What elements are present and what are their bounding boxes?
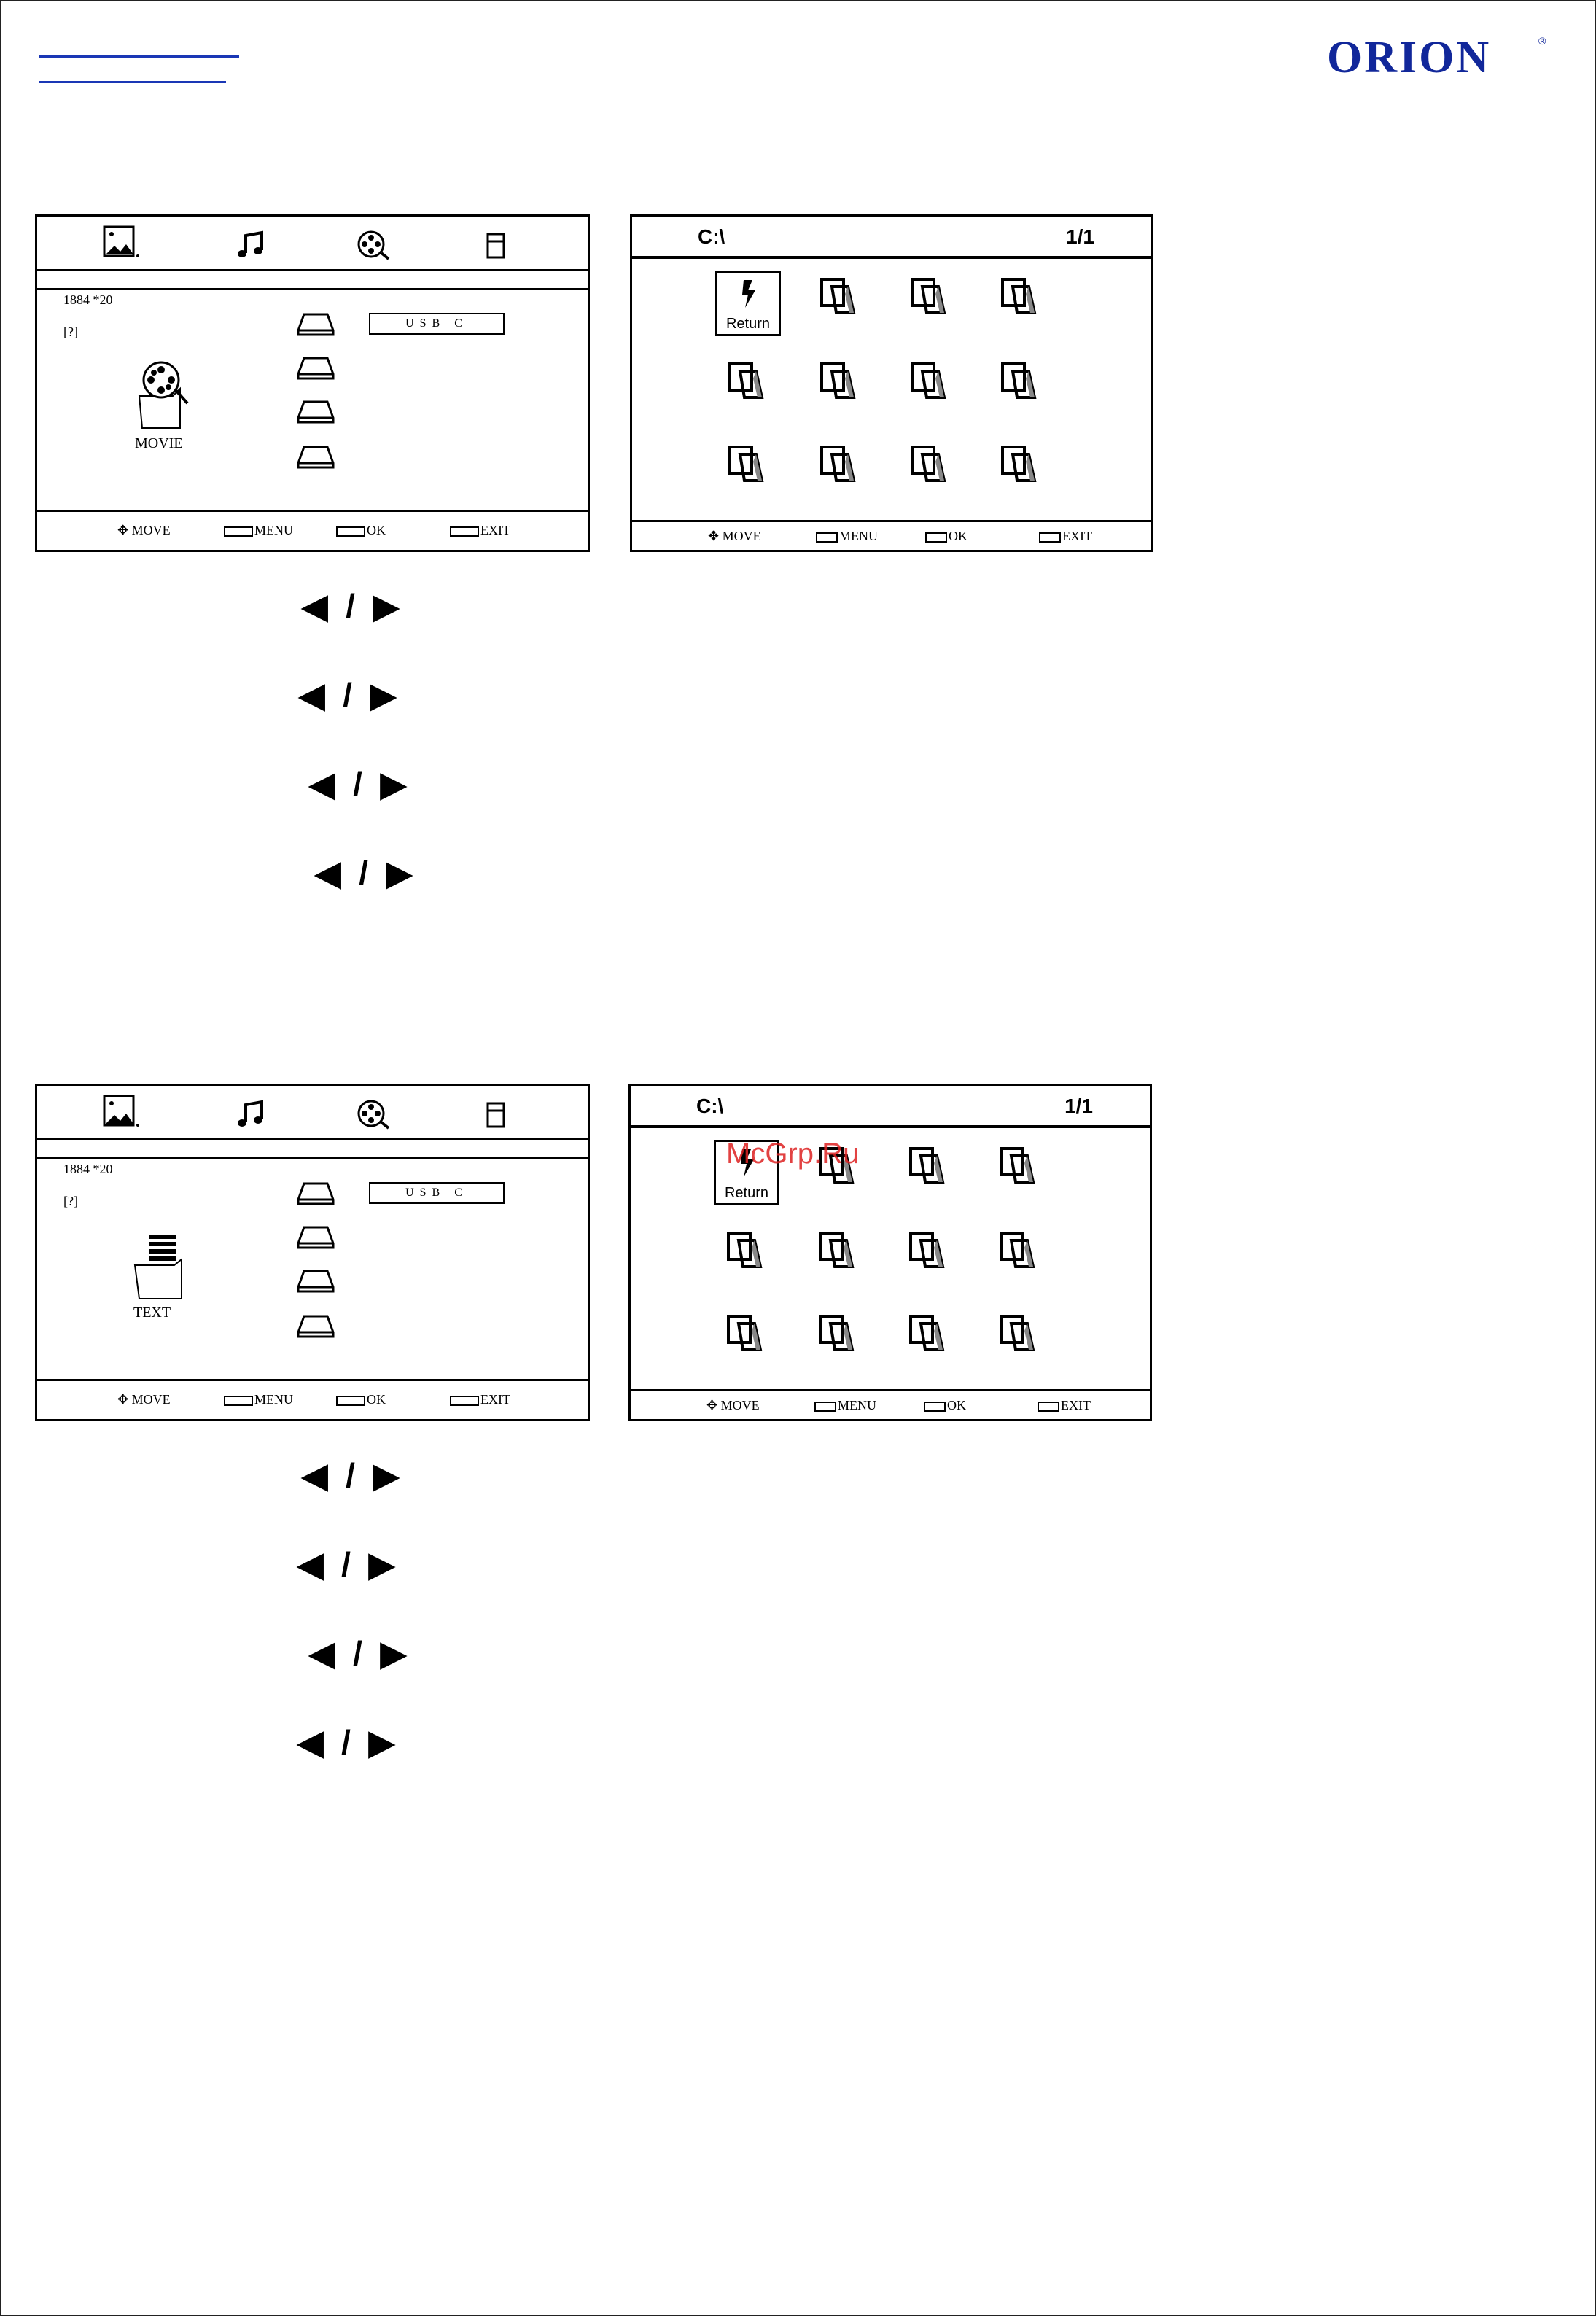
footer-rule (631, 1389, 1150, 1391)
footer-menu: MENU (224, 1392, 293, 1407)
media-info-secondary: [?] (63, 325, 78, 339)
folder-icon[interactable] (817, 1230, 855, 1271)
tab-rule (37, 1157, 588, 1159)
page-indicator: 1/1 (1066, 225, 1094, 248)
folder-icon[interactable] (819, 444, 857, 485)
folder-icon[interactable] (1000, 361, 1038, 402)
return-button[interactable]: Return (715, 271, 781, 336)
footer-exit: EXIT (1038, 1398, 1091, 1413)
left-right-arrows: ◀ / ▶ (315, 854, 417, 892)
file-browser-screen (628, 1084, 1152, 1421)
left-right-arrows: ◀ / ▶ (297, 1723, 400, 1761)
left-right-arrows: ◀ / ▶ (297, 1545, 400, 1583)
footer-menu: MENU (224, 523, 293, 538)
media-menu-screen (35, 1084, 590, 1421)
left-right-arrows: ◀ / ▶ (299, 676, 401, 714)
folder-icon[interactable] (1000, 276, 1038, 317)
movie-icon[interactable] (354, 224, 394, 265)
folder-icon[interactable] (725, 1230, 763, 1271)
folder-icon[interactable] (908, 1146, 946, 1186)
path-rule (632, 256, 1151, 259)
folder-icon[interactable] (1000, 444, 1038, 485)
folder-icon[interactable] (909, 444, 947, 485)
media-info-secondary: [?] (63, 1194, 78, 1208)
text-icon[interactable] (476, 1093, 517, 1134)
folder-icon[interactable] (998, 1230, 1036, 1271)
footer-move: ✥ MOVE (708, 529, 761, 543)
footer-ok: OK (336, 1392, 386, 1407)
media-info: 1884 *20 (63, 1162, 113, 1176)
footer-exit: EXIT (450, 523, 510, 538)
drive-icon[interactable] (297, 1268, 335, 1293)
left-right-arrows: ◀ / ▶ (309, 765, 411, 803)
page-indicator: 1/1 (1064, 1095, 1093, 1117)
folder-icon[interactable] (817, 1313, 855, 1354)
footer-menu: MENU (814, 1398, 876, 1413)
folder-icon[interactable] (908, 1313, 946, 1354)
footer-rule (632, 520, 1151, 522)
left-right-arrows: ◀ / ▶ (309, 1634, 411, 1672)
file-browser-screen (630, 214, 1153, 552)
drive-icon[interactable] (297, 444, 335, 469)
tab-rule (37, 288, 588, 290)
orion-logo: ORION (1327, 33, 1492, 82)
category-label: TEXT (133, 1305, 171, 1321)
return-button[interactable]: Return (714, 1140, 779, 1205)
registered-mark: ® (1538, 35, 1546, 47)
tab-rule (37, 1138, 588, 1140)
footer-move: ✥ MOVE (117, 523, 171, 537)
footer-move: ✥ MOVE (706, 1398, 760, 1412)
folder-icon[interactable] (998, 1146, 1036, 1186)
footer-rule (37, 510, 588, 512)
music-icon[interactable] (233, 224, 273, 265)
drive-label[interactable]: USB C (369, 313, 505, 335)
folder-icon[interactable] (909, 361, 947, 402)
photo-icon[interactable] (101, 224, 142, 265)
header-link-underline[interactable] (39, 55, 239, 58)
watermark: McGrp.Ru (726, 1138, 860, 1170)
music-icon[interactable] (233, 1093, 273, 1134)
drive-icon[interactable] (297, 1313, 335, 1338)
media-menu-screen (35, 214, 590, 552)
drive-icon[interactable] (297, 1181, 335, 1205)
left-right-arrows: ◀ / ▶ (302, 587, 404, 625)
media-info: 1884 *20 (63, 292, 113, 307)
folder-icon[interactable] (727, 361, 765, 402)
movie-icon[interactable] (354, 1093, 394, 1134)
footer-ok: OK (924, 1398, 966, 1413)
drive-icon[interactable] (297, 399, 335, 424)
footer-move: ✥ MOVE (117, 1392, 171, 1407)
folder-icon[interactable] (909, 276, 947, 317)
footer-ok: OK (925, 529, 968, 544)
tab-rule (37, 269, 588, 271)
folder-icon[interactable] (998, 1313, 1036, 1354)
drive-label[interactable]: USB C (369, 1182, 505, 1204)
left-right-arrows: ◀ / ▶ (302, 1456, 404, 1494)
return-icon (738, 277, 763, 311)
folder-icon[interactable] (727, 444, 765, 485)
header-link-underline[interactable] (39, 81, 226, 83)
footer-exit: EXIT (1039, 529, 1092, 544)
footer-exit: EXIT (450, 1392, 510, 1407)
footer-menu: MENU (816, 529, 878, 544)
drive-icon[interactable] (297, 355, 335, 380)
drive-icon[interactable] (297, 1224, 335, 1249)
movie-folder-icon (129, 360, 202, 432)
footer-rule (37, 1379, 588, 1381)
folder-icon[interactable] (725, 1313, 763, 1354)
category-label: MOVIE (135, 435, 183, 451)
folder-icon[interactable] (819, 361, 857, 402)
folder-icon[interactable] (908, 1230, 946, 1271)
path-rule (631, 1125, 1150, 1128)
folder-icon[interactable] (819, 276, 857, 317)
text-folder-icon (132, 1232, 198, 1302)
drive-icon[interactable] (297, 311, 335, 336)
photo-icon[interactable] (101, 1093, 142, 1134)
current-path: C:\ (696, 1095, 724, 1117)
text-icon[interactable] (476, 224, 517, 265)
current-path: C:\ (698, 225, 725, 248)
footer-ok: OK (336, 523, 386, 538)
